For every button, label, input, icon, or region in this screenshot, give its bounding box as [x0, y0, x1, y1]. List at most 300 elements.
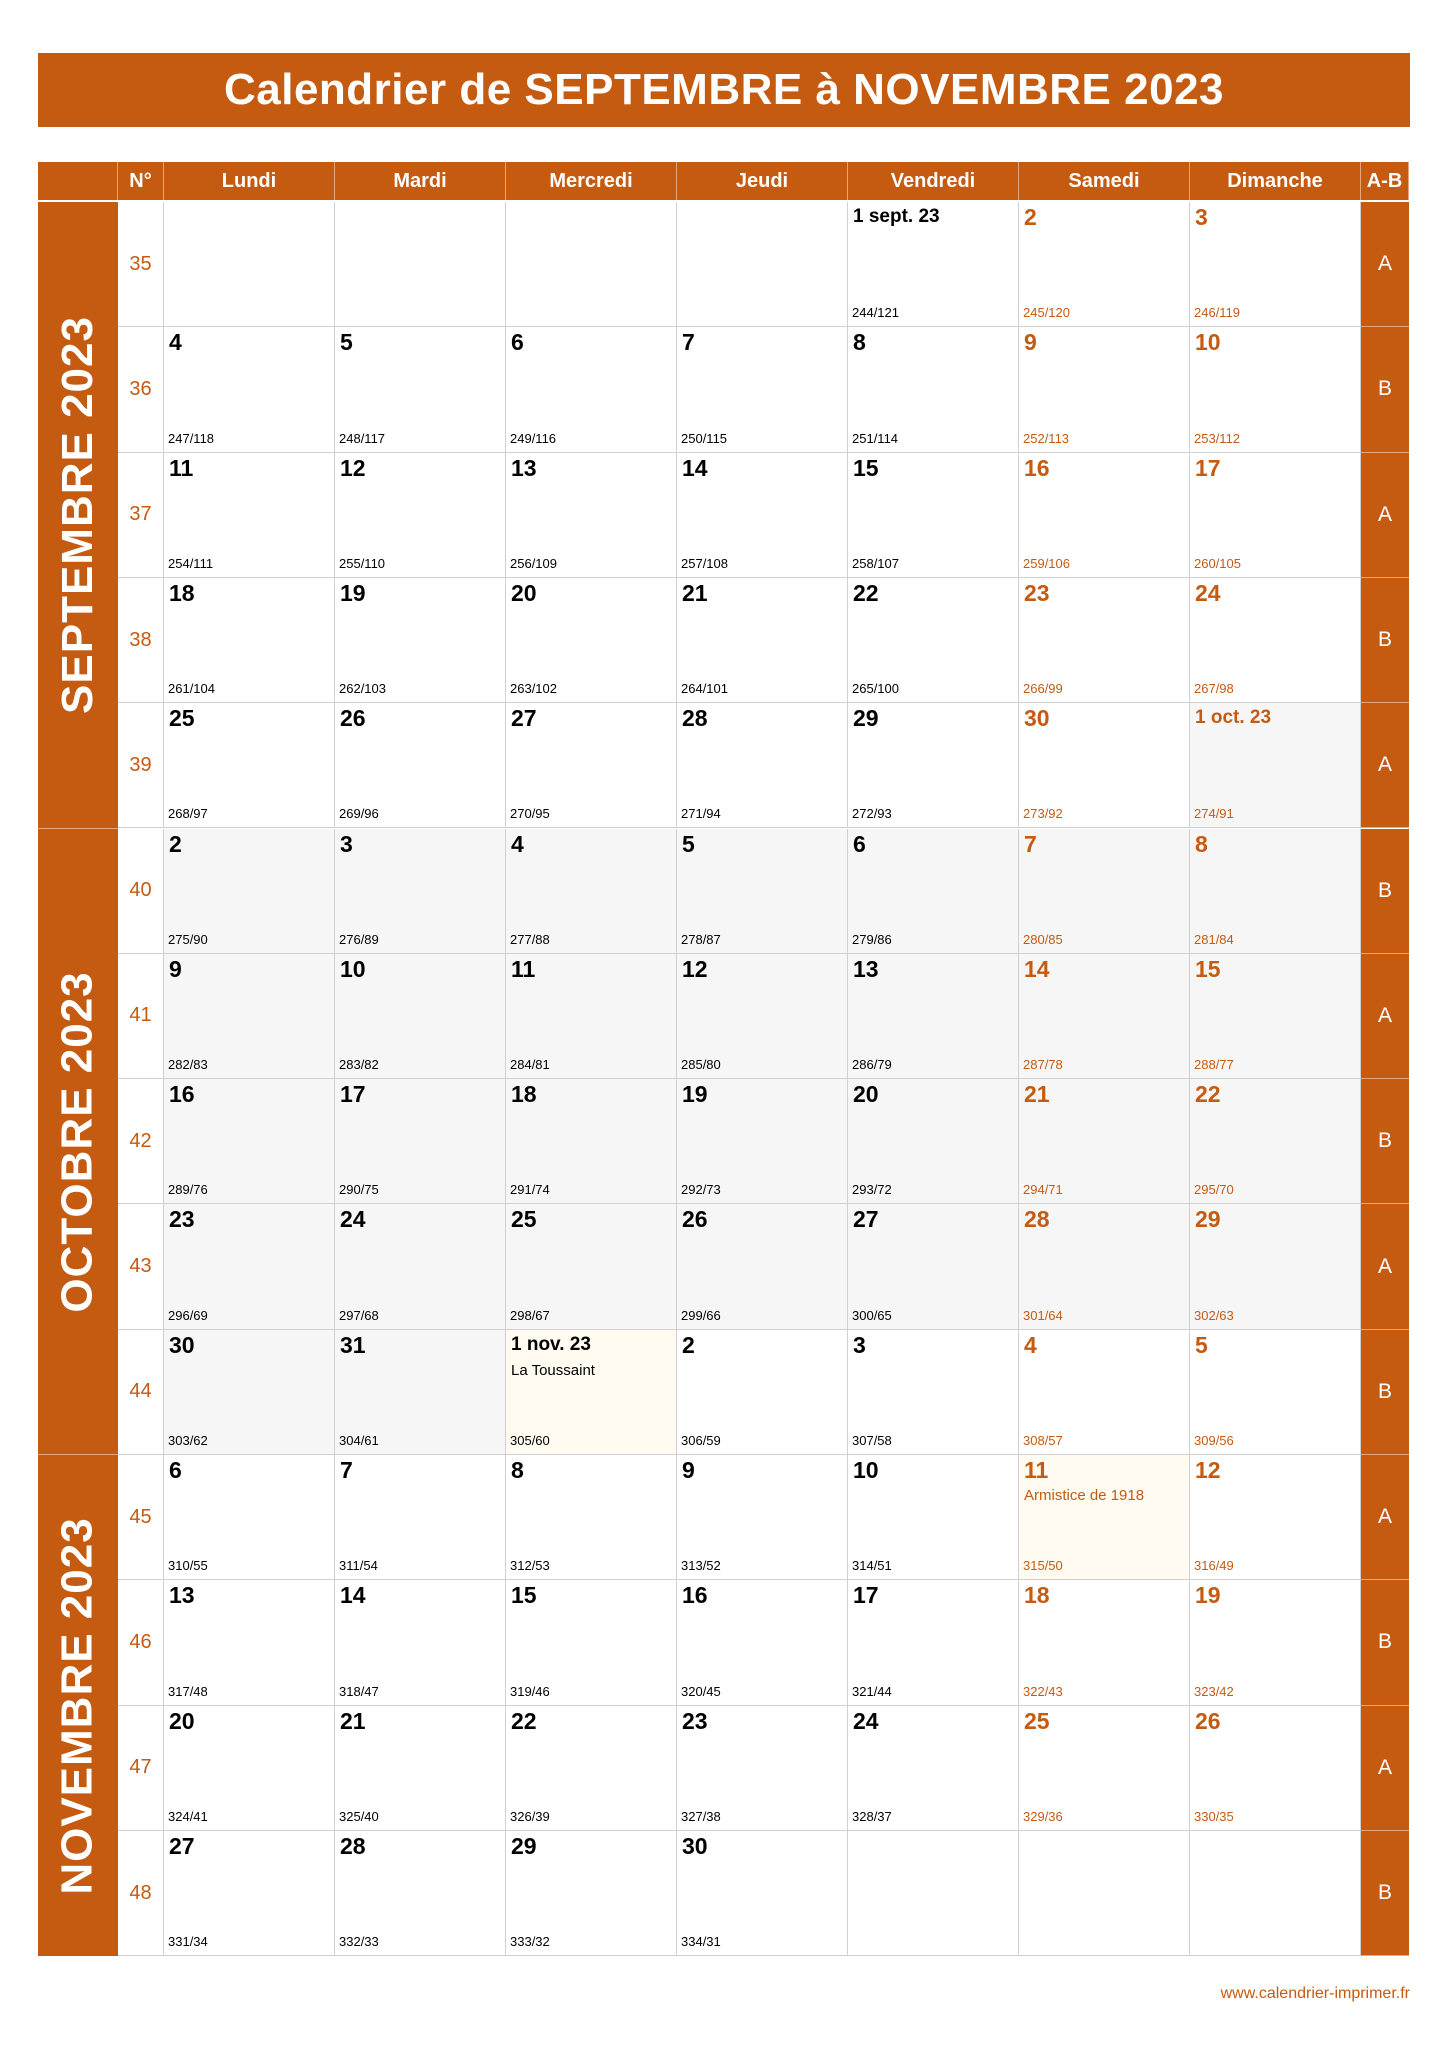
- day-number: 8: [853, 329, 866, 356]
- day-number: 25: [511, 1206, 537, 1233]
- day-number: 20: [169, 1707, 195, 1734]
- day-number: 7: [682, 329, 695, 356]
- day-cell[interactable]: [164, 327, 335, 452]
- day-number: 1 oct. 23: [1195, 707, 1272, 729]
- week-ab-label: B: [1361, 1330, 1409, 1455]
- day-number: 29: [853, 705, 879, 732]
- day-cell[interactable]: [1019, 1330, 1190, 1455]
- day-cell[interactable]: [164, 578, 335, 703]
- day-cell[interactable]: [164, 954, 335, 1079]
- day-number: 8: [511, 1457, 524, 1483]
- day-cell[interactable]: [164, 1580, 335, 1705]
- day-cell[interactable]: [1019, 1204, 1190, 1329]
- day-cell[interactable]: [506, 1831, 677, 1956]
- day-of-year-count: 252/113: [1023, 430, 1070, 446]
- day-cell[interactable]: [164, 1706, 335, 1831]
- day-number: 31: [340, 1331, 366, 1358]
- week-number: 47: [118, 1706, 164, 1831]
- day-cell[interactable]: [506, 1580, 677, 1705]
- day-of-year-count: 272/93: [852, 806, 892, 822]
- day-of-year-count: 271/94: [681, 806, 721, 822]
- month-label: OCTOBRE 2023: [53, 971, 102, 1313]
- day-cell[interactable]: [164, 1204, 335, 1329]
- day-number: 12: [340, 454, 366, 481]
- day-of-year-count: 278/87: [681, 931, 721, 947]
- day-cell[interactable]: [1190, 1330, 1361, 1455]
- day-cell[interactable]: [1190, 703, 1361, 828]
- day-number: 13: [169, 1582, 195, 1609]
- day-cell[interactable]: [506, 954, 677, 1079]
- week-ab-label: A: [1361, 703, 1409, 828]
- day-of-year-count: 295/70: [1194, 1182, 1234, 1198]
- day-number: 24: [853, 1707, 879, 1734]
- day-of-year-count: 322/43: [1023, 1683, 1063, 1699]
- day-cell[interactable]: [1019, 1706, 1190, 1831]
- day-of-year-count: 314/51: [852, 1558, 892, 1574]
- day-number: 14: [682, 454, 708, 481]
- day-of-year-count: 299/66: [681, 1307, 721, 1323]
- header-day-jeudi: Jeudi: [677, 162, 848, 200]
- day-cell[interactable]: [1019, 1455, 1190, 1580]
- day-number: 29: [1195, 1206, 1221, 1233]
- week-ab-label: B: [1361, 1831, 1409, 1956]
- day-number: 1 nov. 23: [511, 1333, 591, 1355]
- day-of-year-count: 321/44: [852, 1683, 892, 1699]
- empty-day-cell: [335, 202, 506, 327]
- header-day-samedi: Samedi: [1019, 162, 1190, 200]
- day-of-year-count: 266/99: [1023, 681, 1063, 697]
- day-cell[interactable]: [506, 1706, 677, 1831]
- week-ab-label: B: [1361, 1580, 1409, 1705]
- day-cell[interactable]: [1190, 829, 1361, 954]
- day-number: 17: [853, 1582, 879, 1609]
- day-cell[interactable]: [848, 1455, 1019, 1580]
- day-cell[interactable]: [335, 1330, 506, 1455]
- week-number: 41: [118, 954, 164, 1079]
- day-cell[interactable]: [677, 829, 848, 954]
- day-number: 11: [511, 955, 536, 982]
- day-of-year-count: 287/78: [1023, 1057, 1063, 1073]
- week-number: 43: [118, 1204, 164, 1329]
- day-cell[interactable]: [335, 327, 506, 452]
- month-band-1: [38, 829, 118, 1456]
- day-number: 23: [1024, 579, 1050, 606]
- holiday-label: Armistice de 1918: [1024, 1487, 1145, 1504]
- week-ab-label: B: [1361, 327, 1409, 452]
- day-cell[interactable]: [1190, 1580, 1361, 1705]
- day-cell[interactable]: [1190, 954, 1361, 1079]
- day-cell[interactable]: [335, 1706, 506, 1831]
- week-ab-label: A: [1361, 453, 1409, 578]
- day-cell[interactable]: [1019, 954, 1190, 1079]
- day-number: 6: [853, 830, 866, 857]
- day-cell[interactable]: [335, 1079, 506, 1204]
- day-of-year-count: 294/71: [1023, 1182, 1063, 1198]
- day-cell[interactable]: [506, 1079, 677, 1204]
- day-of-year-count: 315/50: [1023, 1558, 1063, 1574]
- day-of-year-count: 318/47: [339, 1683, 379, 1699]
- day-number: 21: [682, 579, 708, 606]
- day-number: 28: [682, 705, 708, 732]
- day-number: 5: [682, 830, 695, 857]
- day-cell[interactable]: [335, 1580, 506, 1705]
- day-cell[interactable]: [506, 453, 677, 578]
- day-cell[interactable]: [1190, 1706, 1361, 1831]
- day-number: 18: [511, 1081, 537, 1108]
- day-cell[interactable]: [164, 829, 335, 954]
- day-number: 7: [340, 1457, 353, 1483]
- day-cell[interactable]: [164, 1079, 335, 1204]
- day-number: 2: [169, 830, 182, 857]
- day-of-year-count: 329/36: [1023, 1808, 1063, 1824]
- day-number: 30: [682, 1832, 708, 1859]
- day-cell[interactable]: [677, 703, 848, 828]
- day-number: 20: [511, 579, 537, 606]
- day-number: 15: [1195, 955, 1221, 982]
- month-label: SEPTEMBRE 2023: [53, 316, 102, 715]
- day-number: 22: [511, 1707, 537, 1734]
- day-cell[interactable]: [1019, 703, 1190, 828]
- day-number: 25: [169, 705, 195, 732]
- day-cell[interactable]: [848, 1706, 1019, 1831]
- month-label: NOVEMBRE 2023: [53, 1516, 103, 1895]
- day-of-year-count: 248/117: [339, 430, 386, 446]
- day-number: 5: [1195, 1331, 1208, 1358]
- day-cell[interactable]: [1190, 202, 1361, 327]
- header-day-mercredi: Mercredi: [506, 162, 677, 200]
- day-of-year-count: 273/92: [1023, 806, 1063, 822]
- day-of-year-count: 316/49: [1194, 1558, 1234, 1574]
- day-cell[interactable]: [506, 1204, 677, 1329]
- day-number: 10: [1195, 329, 1221, 356]
- week-number: 39: [118, 703, 164, 828]
- day-number: 26: [340, 705, 366, 732]
- day-of-year-count: 301/64: [1023, 1307, 1063, 1323]
- day-number: 27: [169, 1832, 195, 1859]
- day-of-year-count: 283/82: [339, 1057, 379, 1073]
- day-of-year-count: 288/77: [1194, 1057, 1234, 1073]
- day-number: 27: [853, 1206, 879, 1233]
- day-number: 16: [169, 1081, 195, 1108]
- day-of-year-count: 260/105: [1194, 555, 1241, 571]
- day-of-year-count: 286/79: [852, 1057, 892, 1073]
- day-cell[interactable]: [848, 954, 1019, 1079]
- day-of-year-count: 253/112: [1194, 430, 1241, 446]
- day-of-year-count: 285/80: [681, 1057, 721, 1073]
- day-of-year-count: 323/42: [1194, 1683, 1234, 1699]
- day-cell[interactable]: [506, 703, 677, 828]
- day-of-year-count: 297/68: [339, 1307, 379, 1323]
- day-cell[interactable]: [848, 1330, 1019, 1455]
- day-cell[interactable]: [677, 1079, 848, 1204]
- day-of-year-count: 267/98: [1194, 681, 1234, 697]
- day-of-year-count: 292/73: [681, 1182, 721, 1198]
- day-cell[interactable]: [1019, 327, 1190, 452]
- week-ab-label: B: [1361, 1079, 1409, 1204]
- day-of-year-count: 249/116: [510, 430, 557, 446]
- day-of-year-count: 293/72: [852, 1182, 892, 1198]
- day-of-year-count: 307/58: [852, 1432, 892, 1448]
- day-cell[interactable]: [677, 1831, 848, 1956]
- day-cell[interactable]: [506, 1330, 677, 1455]
- day-of-year-count: 303/62: [168, 1432, 208, 1448]
- day-cell[interactable]: [1190, 578, 1361, 703]
- day-number: 16: [1024, 454, 1050, 481]
- day-of-year-count: 276/89: [339, 931, 379, 947]
- day-of-year-count: 254/111: [168, 555, 214, 571]
- day-cell[interactable]: [848, 1580, 1019, 1705]
- day-cell[interactable]: [1190, 453, 1361, 578]
- day-number: 27: [511, 705, 537, 732]
- day-of-year-count: 304/61: [339, 1432, 379, 1448]
- day-cell[interactable]: [677, 1204, 848, 1329]
- header-ab: A-B: [1361, 162, 1409, 200]
- day-cell[interactable]: [164, 453, 335, 578]
- day-of-year-count: 268/97: [168, 806, 208, 822]
- day-number: 7: [1024, 830, 1037, 857]
- empty-day-cell: [164, 202, 335, 327]
- week-ab-label: B: [1361, 829, 1409, 954]
- day-of-year-count: 289/76: [168, 1182, 208, 1198]
- day-number: 11: [1024, 1457, 1049, 1483]
- day-cell[interactable]: [1190, 327, 1361, 452]
- day-of-year-count: 250/115: [681, 430, 728, 446]
- day-cell[interactable]: [677, 954, 848, 1079]
- day-of-year-count: 320/45: [681, 1683, 721, 1699]
- day-cell[interactable]: [1019, 829, 1190, 954]
- day-of-year-count: 277/88: [510, 931, 550, 947]
- day-number: 22: [853, 579, 879, 606]
- day-of-year-count: 255/110: [339, 555, 386, 571]
- day-of-year-count: 279/86: [852, 931, 892, 947]
- day-of-year-count: 300/65: [852, 1307, 892, 1323]
- day-cell[interactable]: [848, 202, 1019, 327]
- day-cell[interactable]: [1019, 578, 1190, 703]
- day-cell[interactable]: [1190, 1204, 1361, 1329]
- day-of-year-count: 259/106: [1023, 555, 1070, 571]
- day-of-year-count: 280/85: [1023, 931, 1063, 947]
- day-cell[interactable]: [506, 1455, 677, 1580]
- day-number: 20: [853, 1081, 879, 1108]
- day-number: 6: [511, 329, 524, 356]
- empty-day-cell: [848, 1831, 1019, 1956]
- day-number: 4: [169, 329, 182, 356]
- day-cell[interactable]: [677, 578, 848, 703]
- day-number: 12: [682, 955, 708, 982]
- day-of-year-count: 311/54: [339, 1558, 378, 1574]
- week-number: 44: [118, 1330, 164, 1455]
- day-of-year-count: 261/104: [168, 681, 215, 697]
- empty-day-cell: [677, 202, 848, 327]
- day-number: 28: [340, 1832, 366, 1859]
- day-number: 30: [169, 1331, 195, 1358]
- day-cell[interactable]: [848, 578, 1019, 703]
- day-cell[interactable]: [1019, 1079, 1190, 1204]
- day-cell[interactable]: [335, 1204, 506, 1329]
- day-of-year-count: 270/95: [510, 806, 550, 822]
- day-cell[interactable]: [335, 453, 506, 578]
- day-of-year-count: 317/48: [168, 1683, 208, 1699]
- header-day-mardi: Mardi: [335, 162, 506, 200]
- day-number: 12: [1195, 1457, 1221, 1483]
- day-of-year-count: 298/67: [510, 1307, 550, 1323]
- day-number: 19: [340, 579, 366, 606]
- day-number: 17: [340, 1081, 366, 1108]
- day-cell[interactable]: [677, 453, 848, 578]
- day-of-year-count: 330/35: [1194, 1808, 1234, 1824]
- day-cell[interactable]: [1019, 1580, 1190, 1705]
- week-ab-label: A: [1361, 1706, 1409, 1831]
- day-cell[interactable]: [164, 1330, 335, 1455]
- day-cell[interactable]: [848, 703, 1019, 828]
- day-of-year-count: 258/107: [852, 555, 899, 571]
- week-number: 40: [118, 829, 164, 954]
- week-number: 35: [118, 202, 164, 327]
- day-of-year-count: 327/38: [681, 1808, 721, 1824]
- day-number: 24: [1195, 579, 1221, 606]
- day-of-year-count: 247/118: [168, 430, 215, 446]
- day-cell[interactable]: [506, 327, 677, 452]
- day-number: 17: [1195, 454, 1221, 481]
- day-of-year-count: 305/60: [510, 1432, 550, 1448]
- day-of-year-count: 264/101: [681, 681, 728, 697]
- day-number: 16: [682, 1582, 708, 1609]
- day-of-year-count: 334/31: [681, 1934, 721, 1950]
- day-number: 26: [682, 1206, 708, 1233]
- week-number: 38: [118, 578, 164, 703]
- day-cell[interactable]: [1019, 202, 1190, 327]
- day-number: 18: [169, 579, 195, 606]
- day-of-year-count: 296/69: [168, 1307, 208, 1323]
- day-number: 29: [511, 1832, 537, 1859]
- week-number: 45: [118, 1455, 164, 1580]
- day-of-year-count: 325/40: [339, 1808, 379, 1824]
- day-of-year-count: 332/33: [339, 1934, 379, 1950]
- day-of-year-count: 310/55: [168, 1558, 208, 1574]
- day-cell[interactable]: [848, 1204, 1019, 1329]
- day-cell[interactable]: [677, 1455, 848, 1580]
- header-day-lundi: Lundi: [164, 162, 335, 200]
- day-cell[interactable]: [164, 703, 335, 828]
- header-day-dimanche: Dimanche: [1190, 162, 1361, 200]
- day-of-year-count: 262/103: [339, 681, 386, 697]
- day-number: 10: [853, 1457, 879, 1483]
- day-of-year-count: 312/53: [510, 1558, 550, 1574]
- day-number: 10: [340, 955, 366, 982]
- day-of-year-count: 251/114: [852, 430, 899, 446]
- page-title: Calendrier de SEPTEMBRE à NOVEMBRE 2023: [38, 53, 1410, 127]
- day-cell[interactable]: [848, 829, 1019, 954]
- day-of-year-count: 290/75: [339, 1182, 379, 1198]
- day-cell[interactable]: [1190, 1455, 1361, 1580]
- day-number: 22: [1195, 1081, 1221, 1108]
- day-number: 3: [1195, 204, 1208, 230]
- day-cell[interactable]: [335, 578, 506, 703]
- day-number: 5: [340, 329, 353, 356]
- day-cell[interactable]: [677, 1706, 848, 1831]
- week-ab-label: B: [1361, 578, 1409, 703]
- month-band-2: [38, 1455, 118, 1956]
- month-separator: [38, 828, 118, 829]
- day-cell[interactable]: [335, 1455, 506, 1580]
- week-number: 36: [118, 327, 164, 452]
- day-cell[interactable]: [677, 1330, 848, 1455]
- empty-day-cell: [1190, 1831, 1361, 1956]
- day-of-year-count: 281/84: [1194, 931, 1234, 947]
- day-cell[interactable]: [677, 1580, 848, 1705]
- day-cell[interactable]: [164, 1455, 335, 1580]
- day-number: 3: [853, 1331, 866, 1358]
- day-number: 24: [340, 1206, 366, 1233]
- day-cell[interactable]: [335, 703, 506, 828]
- day-of-year-count: 313/52: [681, 1558, 721, 1574]
- day-number: 13: [853, 955, 879, 982]
- day-cell[interactable]: [848, 453, 1019, 578]
- day-number: 14: [340, 1582, 366, 1609]
- week-number: 46: [118, 1580, 164, 1705]
- day-number: 23: [682, 1707, 708, 1734]
- week-ab-label: A: [1361, 954, 1409, 1079]
- day-number: 14: [1024, 955, 1050, 982]
- day-of-year-count: 328/37: [852, 1808, 892, 1824]
- day-of-year-count: 326/39: [510, 1808, 550, 1824]
- header-day-vendredi: Vendredi: [848, 162, 1019, 200]
- day-of-year-count: 319/46: [510, 1683, 550, 1699]
- day-of-year-count: 284/81: [510, 1057, 550, 1073]
- day-cell[interactable]: [164, 1831, 335, 1956]
- footer-website[interactable]: www.calendrier-imprimer.fr: [1220, 1985, 1410, 2002]
- day-of-year-count: 331/34: [168, 1934, 208, 1950]
- week-ab-label: A: [1361, 1455, 1409, 1580]
- header-corner: [38, 162, 118, 200]
- day-of-year-count: 302/63: [1194, 1307, 1234, 1323]
- day-of-year-count: 257/108: [681, 555, 728, 571]
- day-cell[interactable]: [506, 578, 677, 703]
- day-cell[interactable]: [1019, 453, 1190, 578]
- day-number: 8: [1195, 830, 1208, 857]
- day-number: 1 sept. 23: [853, 206, 940, 227]
- week-number: 42: [118, 1079, 164, 1204]
- day-number: 13: [511, 454, 537, 481]
- day-cell[interactable]: [506, 829, 677, 954]
- day-number: 15: [853, 454, 879, 481]
- day-of-year-count: 263/102: [510, 681, 557, 697]
- day-number: 3: [340, 830, 353, 857]
- week-ab-label: A: [1361, 1204, 1409, 1329]
- day-of-year-count: 256/109: [510, 555, 557, 571]
- header-week-number: N°: [118, 162, 164, 200]
- day-number: 23: [169, 1206, 195, 1233]
- day-of-year-count: 324/41: [168, 1808, 208, 1824]
- day-of-year-count: 309/56: [1194, 1432, 1234, 1448]
- day-cell[interactable]: [335, 829, 506, 954]
- day-number: 19: [682, 1081, 708, 1108]
- day-number: 26: [1195, 1707, 1221, 1734]
- day-of-year-count: 265/100: [852, 681, 899, 697]
- day-cell[interactable]: [848, 1079, 1019, 1204]
- day-of-year-count: 282/83: [168, 1057, 208, 1073]
- day-cell[interactable]: [1190, 1079, 1361, 1204]
- day-of-year-count: 306/59: [681, 1432, 721, 1448]
- day-of-year-count: 308/57: [1023, 1432, 1063, 1448]
- day-cell[interactable]: [335, 1831, 506, 1956]
- day-cell[interactable]: [335, 954, 506, 1079]
- day-number: 21: [1024, 1081, 1050, 1108]
- day-number: 28: [1024, 1206, 1050, 1233]
- day-of-year-count: 246/119: [1194, 305, 1241, 321]
- day-cell[interactable]: [848, 327, 1019, 452]
- day-cell[interactable]: [677, 327, 848, 452]
